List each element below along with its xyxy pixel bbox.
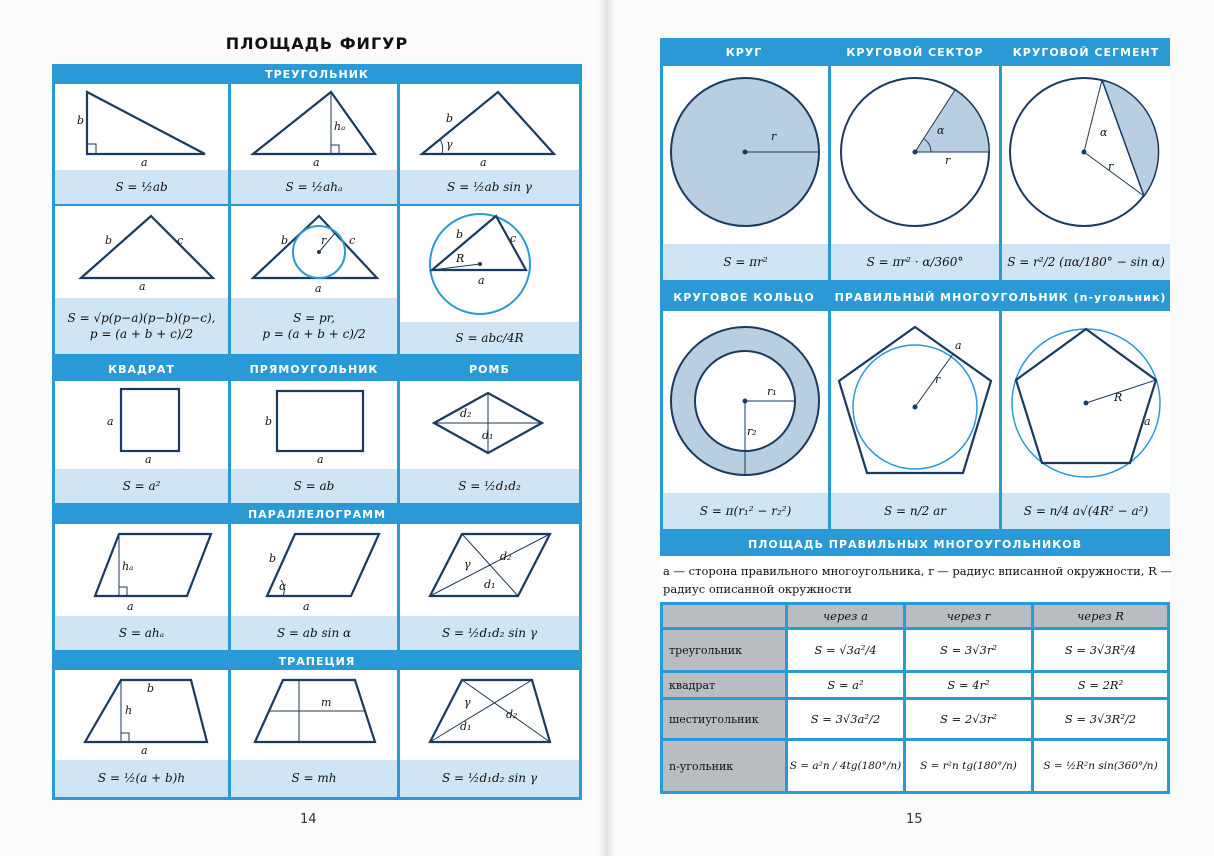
svg-text:d₁: d₁ — [482, 429, 494, 442]
svg-text:α: α — [937, 124, 945, 137]
svg-text:b: b — [456, 228, 464, 241]
svg-text:a: a — [478, 274, 485, 287]
table-cell: S = 2R² — [1034, 673, 1167, 697]
svg-text:d₂: d₂ — [500, 550, 512, 563]
figure-trapezoid-midline — [231, 670, 397, 760]
section-header-parallelogram: ПАРАЛЛЕЛОГРАММ — [52, 504, 582, 524]
formula-tri5 — [231, 298, 397, 354]
section-header-rhombus: РОМБ — [400, 357, 579, 381]
figure-rectangle — [231, 381, 397, 469]
svg-text:a: a — [141, 744, 148, 757]
figure-triangle-circumcircle — [400, 206, 579, 322]
figure-right-triangle — [55, 84, 228, 170]
svg-text:d₁: d₁ — [460, 720, 472, 733]
table-cell: S = r²n tg(180°/n) — [906, 741, 1031, 791]
table-corner — [663, 605, 785, 627]
formula-trap2: S = mh — [231, 760, 397, 797]
figure-square — [55, 381, 228, 469]
formula-tri5-p: p = (a + b + c)/2 — [262, 327, 366, 341]
table-cell: S = a² — [788, 673, 903, 697]
page-number-right: 15 — [906, 812, 923, 827]
table-row-header: квадрат — [663, 673, 785, 697]
table-cell — [788, 630, 903, 670]
formula-rect: S = ab — [231, 469, 397, 503]
svg-text:γ: γ — [464, 696, 471, 709]
book-spine — [598, 0, 616, 856]
svg-text:m: m — [321, 696, 332, 709]
table-cell: S = 3√3R²/2 — [1034, 700, 1167, 738]
page-number-left: 14 — [300, 812, 317, 827]
svg-text:r₂: r₂ — [747, 425, 757, 438]
formula-rhombus: S = ½d₁d₂ — [400, 469, 579, 503]
formula-circle: S = πr² — [663, 244, 828, 280]
formula-tri2: S = ½ahₐ — [231, 170, 397, 204]
svg-text:b: b — [265, 415, 273, 428]
svg-text:d₂: d₂ — [460, 407, 472, 420]
figure-triangle-incircle — [231, 206, 397, 298]
section-header-square: КВАДРАТ — [55, 357, 228, 381]
svg-text:a: a — [127, 600, 134, 613]
figure-ring — [663, 311, 828, 493]
svg-text:a: a — [145, 453, 152, 466]
figure-polygon-inscribed — [831, 311, 999, 493]
figure-sector — [831, 66, 999, 244]
intro-text: a — сторона правильного многоугольника, r — радиус вписанной окружности, R — радиус описанной окружности — [663, 564, 1172, 596]
svg-text:h: h — [125, 704, 133, 717]
formula-tri5-s: S = pr, — [293, 310, 335, 325]
section-header-circle: КРУГ — [660, 38, 828, 66]
svg-text:a: a — [1144, 415, 1151, 428]
formula-tri3: S = ½ab sin γ — [400, 170, 579, 204]
table-cell: S = 3√3r² — [906, 630, 1031, 670]
svg-text:γ: γ — [446, 138, 453, 151]
svg-text:a: a — [313, 156, 320, 169]
formula-sector: S = πr² · α/360° — [831, 244, 999, 280]
figure-parallelogram-height — [55, 524, 228, 616]
svg-text:b: b — [446, 112, 454, 125]
svg-text:b: b — [105, 234, 113, 247]
svg-text:r: r — [771, 130, 777, 143]
section-header-regular-area: ПЛОЩАДЬ ПРАВИЛЬНЫХ МНОГОУГОЛЬНИКОВ — [660, 532, 1170, 556]
table-col-header-r: через r — [906, 605, 1031, 627]
svg-text:α: α — [279, 580, 287, 593]
formula-tri4-s: S = √p(p−a)(p−b)(p−c), — [67, 310, 216, 325]
figure-segment — [1002, 66, 1170, 244]
svg-text:a: a — [317, 453, 324, 466]
svg-text:α: α — [1100, 126, 1108, 139]
table-col-header-R: через R — [1034, 605, 1167, 627]
svg-text:b: b — [269, 552, 277, 565]
formula-tri1: S = ½ab — [55, 170, 228, 204]
svg-text:a: a — [955, 339, 962, 352]
section-header-polygon: ПРАВИЛЬНЫЙ МНОГОУГОЛЬНИК (n-угольник) — [831, 283, 1170, 311]
svg-text:b: b — [281, 234, 289, 247]
svg-text:a: a — [107, 415, 114, 428]
formula-poly1: S = n/2 ar — [831, 493, 999, 529]
formula-tri4 — [55, 298, 228, 354]
section-header-sector: КРУГОВОЙ СЕКТОР — [831, 38, 999, 66]
svg-text:a: a — [315, 282, 322, 295]
svg-text:r₁: r₁ — [767, 385, 777, 398]
figure-triangle-angle — [400, 84, 579, 170]
svg-text:a: a — [141, 156, 148, 169]
section-header-triangle: ТРЕУГОЛЬНИК — [52, 64, 582, 84]
table-cell: S = ½R²n sin(360°/n) — [1034, 741, 1167, 791]
figure-triangle-sides — [55, 206, 228, 298]
svg-text:r: r — [935, 373, 941, 386]
svg-text:r: r — [1108, 160, 1114, 173]
svg-text:hₐ: hₐ — [334, 120, 346, 133]
svg-text:c: c — [349, 234, 356, 247]
formula-trap3: S = ½d₁d₂ sin γ — [400, 760, 579, 797]
svg-text:d₁: d₁ — [484, 578, 496, 591]
formula-trap1: S = ½(a + b)h — [55, 760, 228, 797]
formula-square: S = a² — [55, 469, 228, 503]
table-cell: S = 4r² — [906, 673, 1031, 697]
figure-parallelogram-diagonals — [400, 524, 579, 616]
page-title: ПЛОЩАДЬ ФИГУР — [225, 34, 409, 53]
table-cell: S = a²n / 4tg(180°/n) — [788, 741, 903, 791]
section-header-segment: КРУГОВОЙ СЕГМЕНТ — [1002, 38, 1170, 66]
figure-rhombus — [400, 381, 579, 469]
section-header-rectangle: ПРЯМОУГОЛЬНИК — [231, 357, 397, 381]
svg-text:b: b — [77, 114, 85, 127]
figure-triangle-height — [231, 84, 397, 170]
svg-text:γ: γ — [464, 558, 471, 571]
figure-trapezoid-diagonals — [400, 670, 579, 760]
formula-par1: S = ahₐ — [55, 616, 228, 650]
svg-text:R: R — [1114, 391, 1123, 404]
formula-tri6: S = abc/4R — [400, 322, 579, 354]
svg-text:a: a — [303, 600, 310, 613]
svg-text:hₐ: hₐ — [122, 560, 134, 573]
svg-text:c: c — [177, 234, 184, 247]
table-row-header: шестиугольник — [663, 700, 785, 738]
formula-tri4-p: p = (a + b + c)/2 — [89, 327, 194, 341]
svg-text:a: a — [480, 156, 487, 169]
svg-text:d₂: d₂ — [506, 708, 518, 721]
formula-par3: S = ½d₁d₂ sin γ — [400, 616, 579, 650]
svg-text:b: b — [147, 682, 155, 695]
svg-text:c: c — [510, 232, 517, 245]
svg-text:R: R — [456, 252, 465, 265]
section-header-ring: КРУГОВОЕ КОЛЬЦО — [660, 283, 828, 311]
formula-segment: S = r²/2 (πα/180° − sin α) — [1002, 244, 1170, 280]
figure-circle — [663, 66, 828, 244]
table-row-header: треугольник — [663, 630, 785, 670]
formula-par2: S = ab sin α — [231, 616, 397, 650]
table-cell: S = 3√3a²/2 — [788, 700, 903, 738]
svg-text:a: a — [139, 280, 146, 293]
table-cell: S = 2√3r² — [906, 700, 1031, 738]
formula-poly2: S = n/4 a√(4R² − a²) — [1002, 493, 1170, 529]
table-col-header-a: через a — [788, 605, 903, 627]
svg-text:r: r — [945, 154, 951, 167]
table-cell: S = 3√3R²/4 — [1034, 630, 1167, 670]
table-row-header: n-угольник — [663, 741, 785, 791]
formula-ring: S = π(r₁² − r₂²) — [663, 493, 828, 529]
figure-parallelogram-angle — [231, 524, 397, 616]
figure-trapezoid-height — [55, 670, 228, 760]
figure-polygon-circumscribed — [1002, 311, 1170, 493]
svg-text:r: r — [321, 234, 327, 247]
section-header-trapezoid: ТРАПЕЦИЯ — [52, 652, 582, 670]
cell-tri-a: S = √3a²/4 — [814, 643, 877, 657]
